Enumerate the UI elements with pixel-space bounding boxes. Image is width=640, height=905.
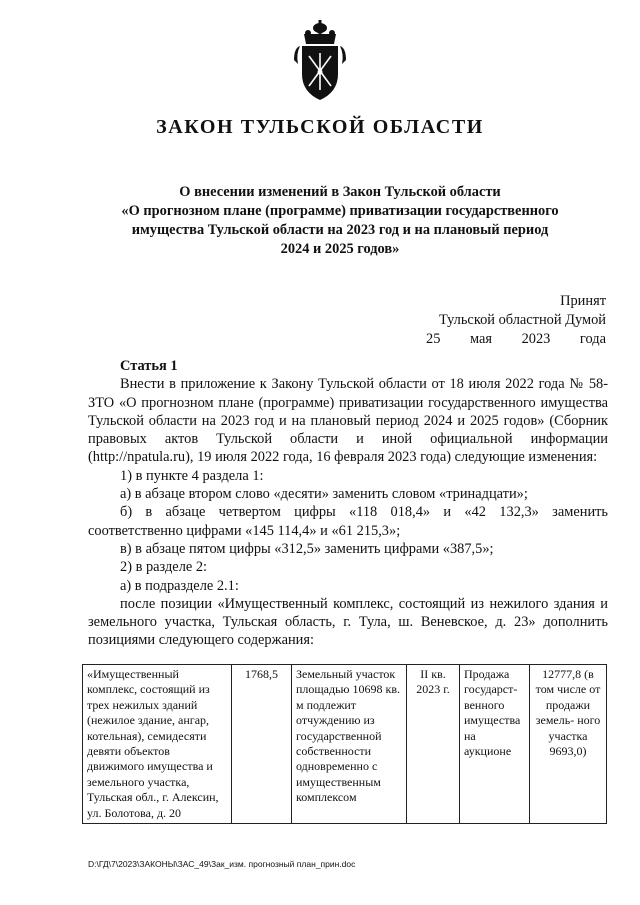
article-paragraph: в) в абзаце пятом цифры «312,5» заменить цифрами «387,5»; <box>120 540 494 557</box>
article-heading: Статья 1 <box>120 358 178 374</box>
article-paragraph: после позиции «Имущественный комплекс, состоящий из нежилого здания и земельного участка, Тульская область, г. Тула, ш. Веневское, д. 23» дополнить позициями следующего содержания: <box>88 595 608 649</box>
article-paragraph: а) в подразделе 2.1: <box>120 577 239 594</box>
privatization-table <box>82 664 607 824</box>
coat-of-arms-icon <box>292 20 348 102</box>
article-paragraph: 2) в разделе 2: <box>120 559 208 576</box>
subtitle-line: «О прогнозном плане (программе) приватизации государственного <box>121 203 559 219</box>
subtitle-line: имущества Тульской области на 2023 год и на плановый период <box>131 222 549 238</box>
adoption-date <box>426 330 606 349</box>
adopted-label: Принят <box>560 293 606 309</box>
subtitle-line: 2024 и 2025 годов» <box>280 241 400 257</box>
law-subtitle <box>90 183 590 259</box>
article-paragraph: а) в абзаце втором слово «десяти» заменить словом «тринадцати»; <box>120 486 528 503</box>
law-title: ЗАКОН ТУЛЬСКОЙ ОБЛАСТИ <box>156 116 484 138</box>
subtitle-line: О внесении изменений в Закон Тульской области <box>179 184 501 200</box>
adoption-year-word: года <box>579 331 606 347</box>
adoption-year: 2023 <box>521 331 551 347</box>
adoption-month: мая <box>469 331 492 347</box>
adoption-day: 25 <box>426 331 441 347</box>
method-cell: Продажа государст- венного имущества на аукционе <box>460 665 530 824</box>
term-cell: II кв. 2023 г. <box>407 665 460 824</box>
file-path-footer: D:\ГД\7\2023\ЗАКОНЫ\ЗАС_49\Зак_изм. прогнозный план_прин.doc <box>88 859 356 869</box>
table-row <box>83 665 607 824</box>
article-paragraph: 1) в пункте 4 раздела 1: <box>120 467 264 484</box>
adopted-by: Тульской областной Думой <box>439 312 606 328</box>
area-cell: 1768,5 <box>232 665 292 824</box>
object-cell: «Имущественный комплекс, состоящий из трех нежилых зданий (нежилое здание, ангар, котельная), семидесяти девяти объектов движимого имущества и земельного участка, Тульская обл., г. Алексин, ул. Болотова, д. 20 <box>83 665 232 824</box>
article-body <box>88 357 608 650</box>
adoption-block <box>426 292 606 349</box>
article-paragraph: Внести в приложение к Закону Тульской области от 18 июля 2022 года № 58-ЗТО «О прогнозном плане (программе) приватизации государственного имущества Тульской области на 2023 год и на плановый период 2024 и 2025 годов» (Сборник правовых актов Тульской области и иной официальной информации (http://npatula.ru), 19 июля 2022 года, 16 февраля 2023 года) следующие изменения: <box>88 376 608 466</box>
price-cell: 12777,8 (в том числе от продажи земель- ного участка 9693,0) <box>530 665 607 824</box>
land-cell: Земельный участок площадью 10698 кв. м подлежит отчуждению из государственной собственности одновременно с имущественным комплексом <box>292 665 407 824</box>
article-paragraph: б) в абзаце четвертом цифры «118 018,4» и «42 132,3» заменить соответственно цифрами «145 114,4» и «61 215,3»; <box>88 504 608 539</box>
